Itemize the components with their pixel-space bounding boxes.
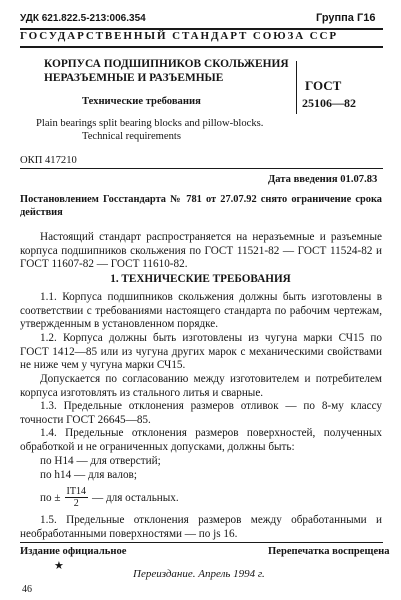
udk-code: УДК 621.822.5-213:006.354 [20,13,146,24]
paragraph-1-1: 1.1. Корпуса подшипников скольжения должны быть изготовлены в соответствии с требованиями настоящего стандарта по рабочим чертежам, утвержденным в установленном порядке. [20,291,382,331]
tolerance-other-suffix: — для остальных. [91,491,179,504]
fraction-denominator: 2 [73,498,79,509]
tolerance-other [40,486,179,509]
english-title-line-2: Technical requirements [82,131,181,142]
intro-paragraph: Настоящий стандарт распространяется на неразъемные и разъемные корпуса подшипников скольжения по ГОСТ 11521-82 — ГОСТ 11524-82 и ГОСТ 11607-82 — ГОСТ 11610-82. [20,231,382,271]
footer-rule [20,542,383,543]
okp-code: ОКП 417210 [20,155,77,166]
okp-rule [20,168,383,169]
paragraph-1-4: 1.4. Предельные отклонения размеров поверхностей, полученных обработкой и не ограниченных допусками, должны быть: [20,427,382,453]
paragraph-1-3: 1.3. Предельные отклонения размеров отливок — по 8-му классу точности ГОСТ 26645—85. [20,400,382,426]
decree-note: Постановлением Госстандарта № 781 от 27.07.92 снято ограничение срока действия [20,194,382,218]
official-edition: Издание официальное [20,546,127,557]
fraction-numerator: IT14 [66,486,86,497]
gost-divider [296,61,297,114]
paragraph-1-5: 1.5. Предельные отклонения размеров между обработанными и необработанными поверхностями — по js 16. [20,514,382,540]
effective-date: Дата введения 01.07.83 [268,174,378,185]
section-title: 1. ТЕХНИЧЕСКИЕ ТРЕБОВАНИЯ [110,273,291,285]
standard-banner: ГОСУДАРСТВЕННЫЙ СТАНДАРТ СОЮЗА ССР [20,30,338,42]
star-icon: ★ [54,560,64,572]
page-number: 46 [22,584,32,595]
tolerance-shafts: по h14 — для валов; [40,469,137,481]
subtitle: Технические требования [82,96,201,107]
reprint-prohibited: Перепечатка воспрещена [268,546,390,557]
paragraph-1-2: 1.2. Корпуса должны быть изготовлены из чугуна марки СЧ15 по ГОСТ 1412—85 или из чугуна других марок с механическими свойствами не ниже чем у чугуна марки СЧ15. [20,332,382,372]
reissue-note: Переиздание. Апрель 1994 г. [133,568,265,580]
gost-label: ГОСТ [305,78,342,93]
gost-number: 25106—82 [302,96,356,110]
title-line-2: НЕРАЗЪЕМНЫЕ И РАЗЪЕМНЫЕ [44,72,224,84]
tolerance-other-prefix: по ± [40,491,61,504]
header-rule-bottom [20,46,383,48]
fraction [65,486,88,509]
tolerance-holes: по Н14 — для отверстий; [40,455,161,467]
paragraph-agreement: Допускается по согласованию между изготовителем и потребителем корпуса изготовлять из стального литья и сварные. [20,373,382,399]
english-title-line-1: Plain bearings split bearing blocks and pillow-blocks. [36,118,264,129]
group-code: Группа Г16 [316,12,376,24]
title-line-1: КОРПУСА ПОДШИПНИКОВ СКОЛЬЖЕНИЯ [44,58,289,70]
